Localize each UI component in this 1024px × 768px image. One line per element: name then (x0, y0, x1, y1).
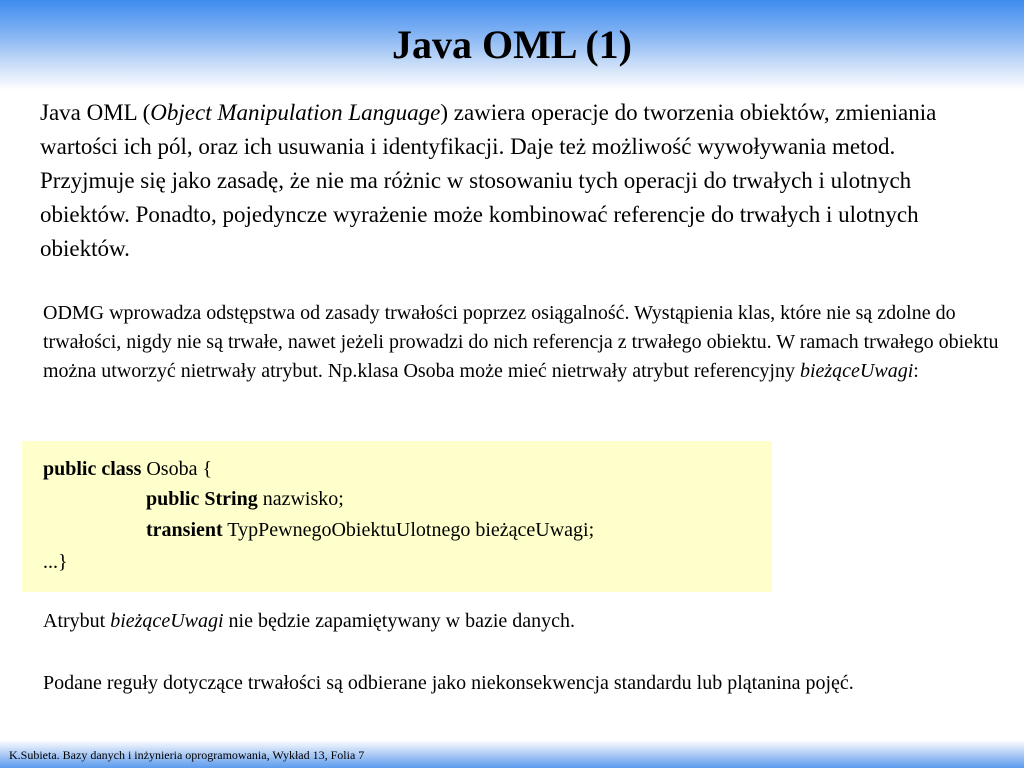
attribute-note-italic: bieżąceUwagi (110, 610, 224, 632)
rules-note-paragraph: Podane reguły dotyczące trwałości są odbierane jako niekonsekwencja standardu lub plątanina pojęć. (43, 672, 854, 694)
odmg-text-start: ODMG wprowadza odstępstwa od zasady trwałości poprzez osiągalność. Wystąpienia klas, które nie są zdolne do trwałości, nigdy nie są trwałe, nawet jeżeli prowadzi do nich referencja z trwałego obiektu. W ramach trwałego obiektu można utworzyć nietrwały atrybut. Np.klasa Osoba może mieć nietrwały atrybut referencyjny (43, 302, 999, 382)
code-line-transient-field (146, 517, 594, 543)
attribute-note-paragraph (43, 607, 1018, 636)
odmg-text-end: : (913, 360, 919, 382)
code-text: nazwisko; (257, 488, 344, 510)
intro-text-start: Java OML ( (40, 100, 151, 125)
code-line-closing: ...} (43, 551, 68, 573)
code-keyword: public class (43, 458, 142, 480)
odmg-paragraph (43, 299, 1018, 386)
slide-title: Java OML (1) (392, 22, 632, 67)
code-example-box (22, 441, 772, 592)
code-text: Osoba { (141, 458, 213, 480)
intro-italic-term: Object Manipulation Language (150, 100, 441, 125)
footer-text: K.Subieta. Bazy danych i inżynieria oprogramowania, Wykład 13, Folia 7 (9, 748, 365, 762)
code-keyword: transient (146, 519, 223, 541)
attribute-note-end: nie będzie zapamiętywany w bazie danych. (223, 610, 576, 632)
code-text: TypPewnegoObiektuUlotnego bieżąceUwagi; (222, 519, 595, 541)
attribute-note-start: Atrybut (43, 610, 111, 632)
code-keyword: public String (146, 488, 258, 510)
intro-paragraph (40, 96, 990, 266)
odmg-italic-attribute: bieżąceUwagi (799, 360, 914, 382)
code-line-class-declaration (43, 456, 212, 482)
intro-text-end: ) zawiera operacje do tworzenia obiektów, zmieniania wartości ich pól, oraz ich usuwania i identyfikacji. Daje też możliwość wywoływania metod. Przyjmuje się jako zasadę, że nie ma różnic w stosowaniu tych operacji do trwałych i ulotnych obiektów. Ponadto, pojedyncze wyrażenie może kombinować referencje do trwałych i ulotnych obiektów. (40, 100, 937, 261)
code-line-field-nazwisko (146, 486, 344, 512)
footer-bar (0, 740, 1024, 768)
